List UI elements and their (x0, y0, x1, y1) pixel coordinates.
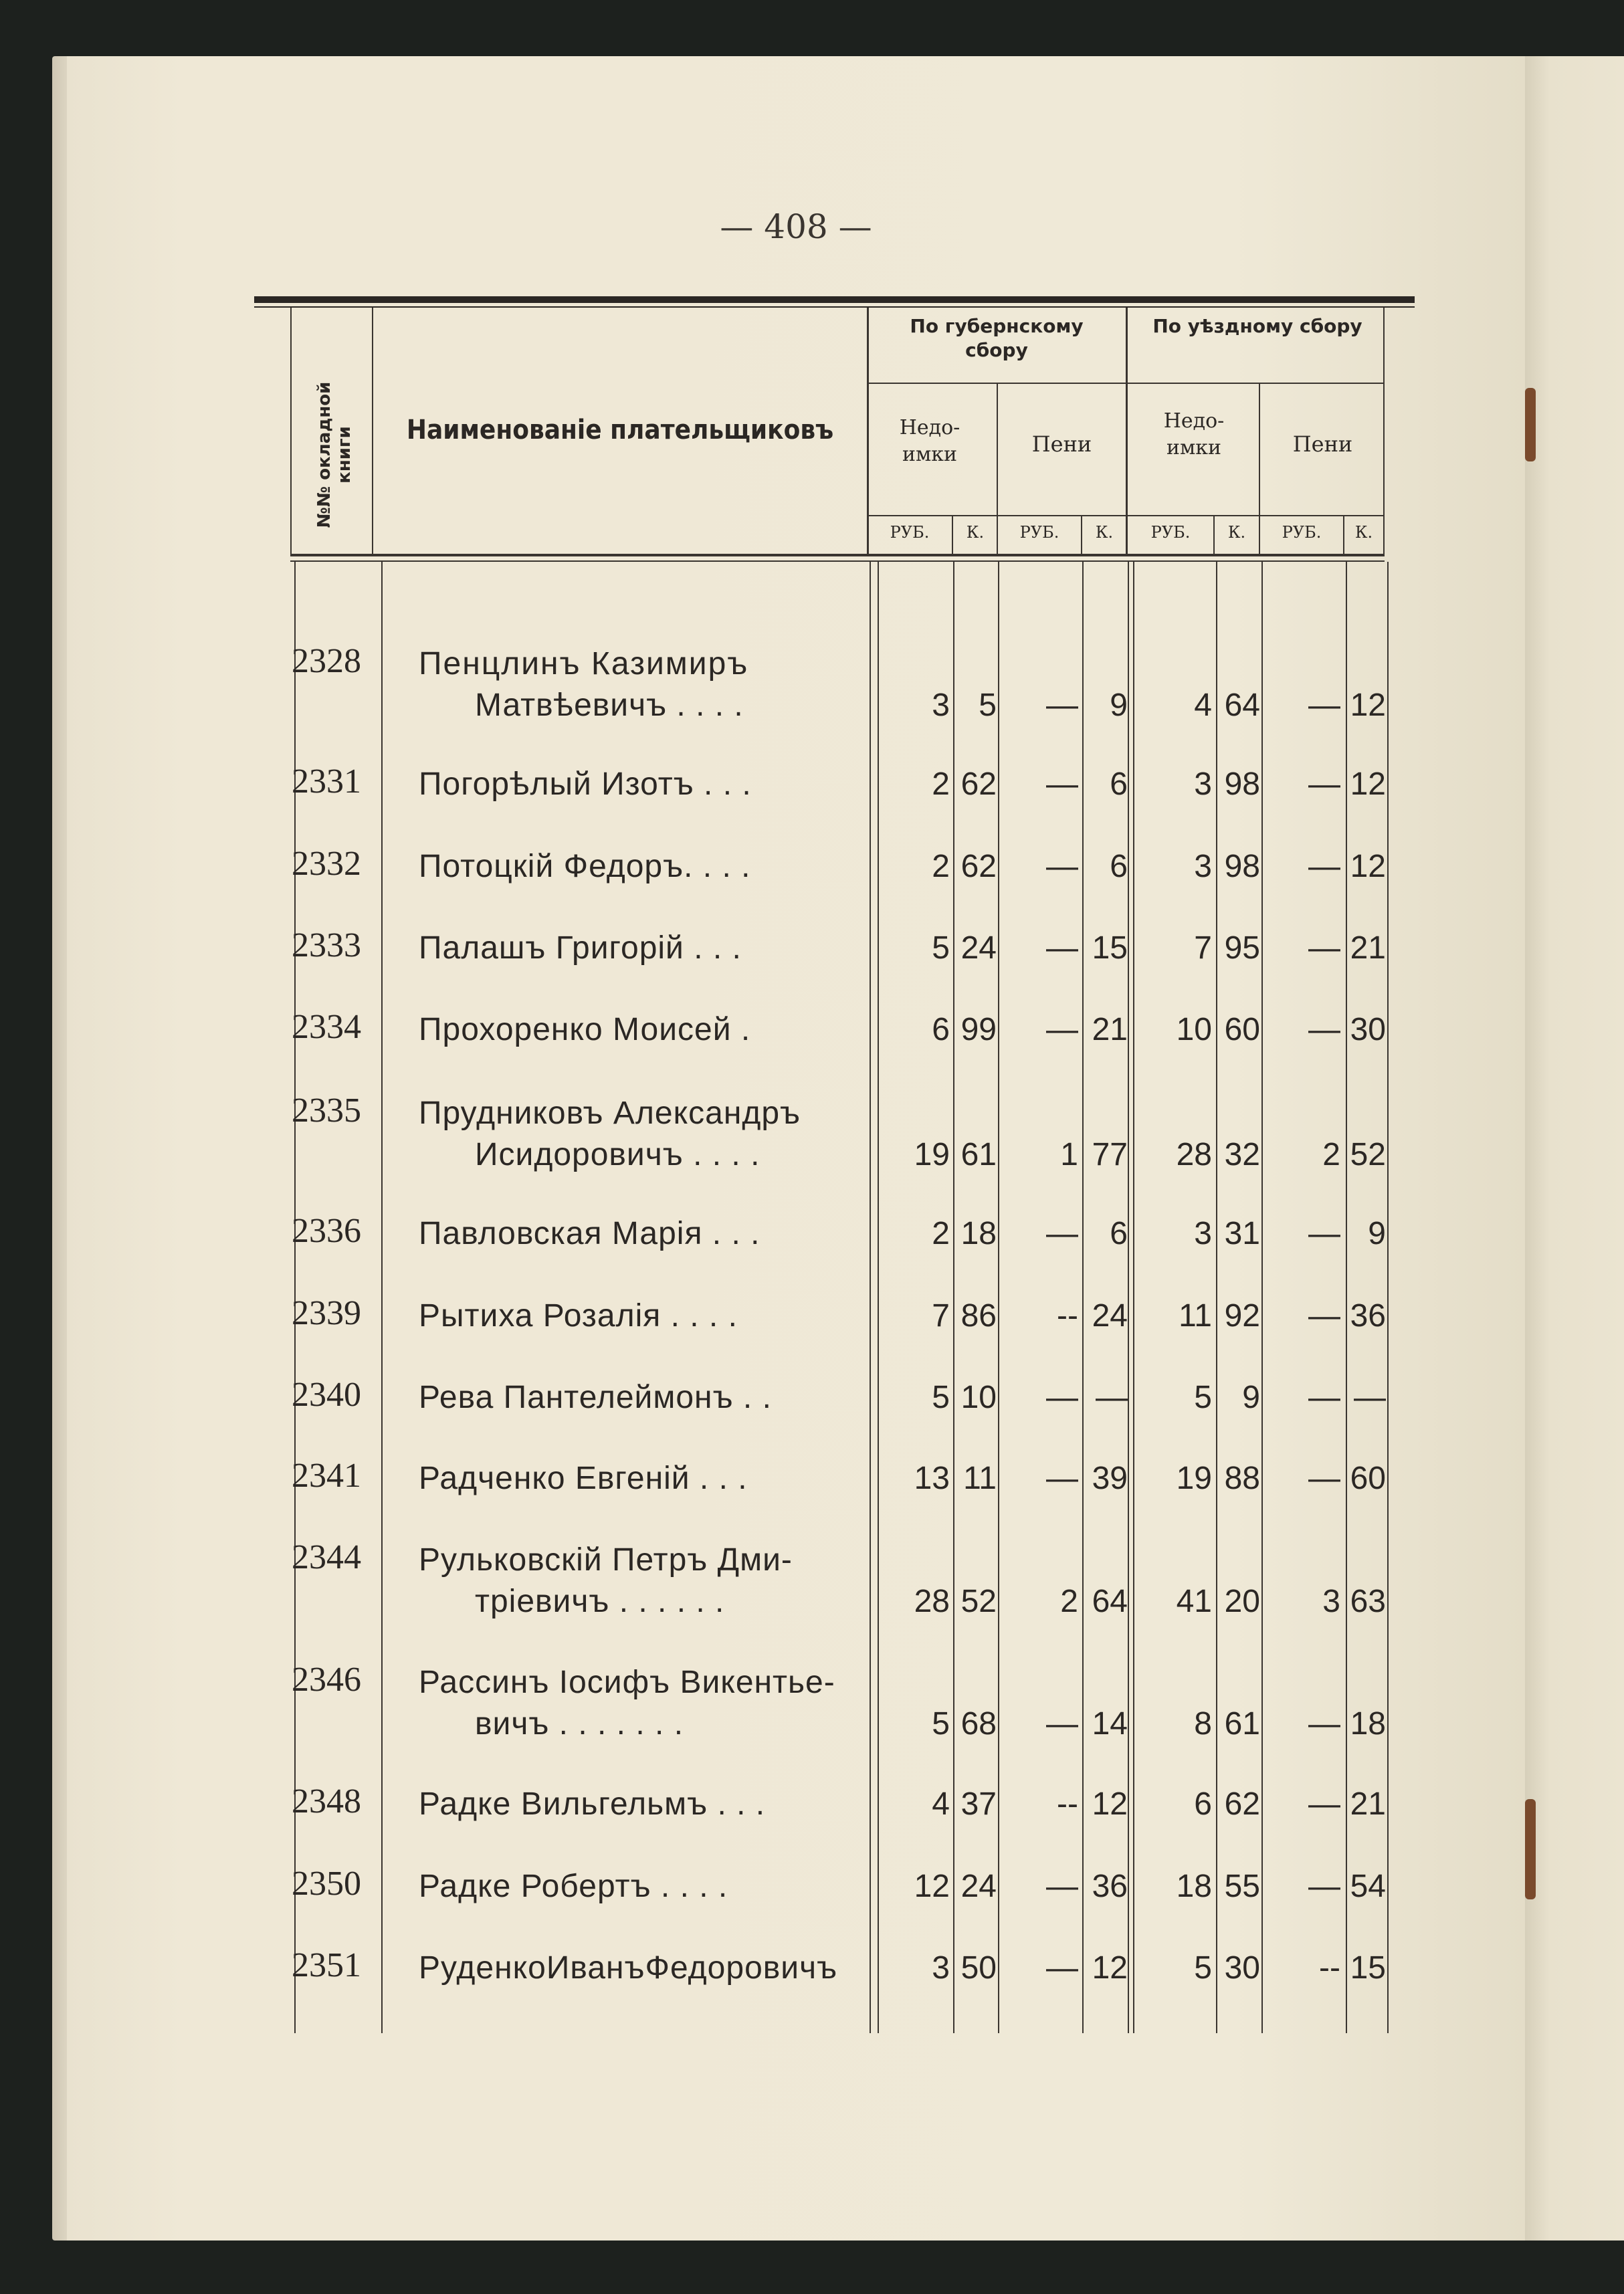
amount-ur2: — (1308, 1706, 1340, 1742)
amount-uk2: 18 (1350, 1706, 1386, 1742)
amount-uk2: 30 (1350, 1012, 1386, 1047)
amount-pk: 64 (1092, 1584, 1128, 1619)
amount-ur2: — (1308, 1461, 1340, 1496)
amount-uk2: 12 (1350, 766, 1386, 802)
amount-pr: — (1046, 688, 1078, 723)
payer-name: тріевичъ . . . . . . (475, 1584, 725, 1619)
amount-pk: 24 (1092, 1298, 1128, 1334)
amount-gk: 18 (960, 1216, 997, 1251)
amount-pk: 14 (1092, 1706, 1128, 1742)
amount-uk2: — (1354, 1380, 1386, 1415)
payer-name: Павловская Марія . . . (419, 1216, 760, 1251)
amount-ur: 28 (1176, 1137, 1212, 1172)
amount-pk: — (1096, 1380, 1128, 1415)
book-number: 2350 (292, 1865, 361, 1903)
amount-uk: 98 (1224, 766, 1260, 802)
payer-name: Пенцлинъ Казимиръ (419, 646, 749, 682)
amount-ur: 5 (1194, 1380, 1212, 1415)
amount-uk2: 60 (1350, 1461, 1386, 1496)
payer-name: Рульковскій Петръ Дми- (419, 1542, 793, 1578)
payer-name: вичъ . . . . . . . (475, 1706, 684, 1742)
amount-gr: 2 (932, 766, 950, 802)
amount-gr: 19 (914, 1137, 950, 1172)
amount-pr: — (1046, 930, 1078, 966)
unit-k: К. (966, 523, 985, 542)
amount-uk: 30 (1224, 1950, 1260, 1986)
amount-ur: 8 (1194, 1706, 1212, 1742)
payer-name: Прудниковъ Александръ (419, 1096, 801, 1131)
amount-gk: 99 (960, 1012, 997, 1047)
amount-gk: 62 (960, 849, 997, 884)
amount-pr: — (1046, 1012, 1078, 1047)
amount-uk: 32 (1224, 1137, 1260, 1172)
amount-uk: 9 (1242, 1380, 1260, 1415)
unit-k: К. (1095, 523, 1114, 542)
payer-name: Прохоренко Моисей . (419, 1012, 751, 1047)
amount-gr: 2 (932, 1216, 950, 1251)
amount-ur2: — (1308, 930, 1340, 966)
amount-uk2: 21 (1350, 930, 1386, 966)
amount-ur2: — (1308, 1869, 1340, 1904)
amount-uk2: 52 (1350, 1137, 1386, 1172)
amount-pk: 36 (1092, 1869, 1128, 1904)
top-rule (254, 296, 1415, 303)
amount-ur: 41 (1176, 1584, 1212, 1619)
book-number: 2333 (292, 926, 361, 964)
amount-gr: 5 (932, 1706, 950, 1742)
book-number: 2332 (292, 845, 361, 883)
amount-ur2: — (1308, 766, 1340, 802)
col-header-nedoimki: Недо-имки (1163, 409, 1225, 459)
amount-pk: 15 (1092, 930, 1128, 966)
amount-ur: 19 (1176, 1461, 1212, 1496)
payer-name: Потоцкій Федоръ. . . . (419, 849, 751, 884)
payer-name: Рассинъ Іосифъ Викентье- (419, 1665, 835, 1700)
binding-mark (1525, 388, 1536, 461)
book-number: 2336 (292, 1212, 361, 1250)
amount-pk: 77 (1092, 1137, 1128, 1172)
amount-uk2: 12 (1350, 688, 1386, 723)
amount-gk: 10 (960, 1380, 997, 1415)
amount-ur: 11 (1179, 1298, 1212, 1334)
col-header-nedoimki: Недо-имки (899, 416, 960, 466)
amount-pr: 1 (1060, 1137, 1078, 1172)
book-number: 2335 (292, 1091, 361, 1130)
amount-uk2: 63 (1350, 1584, 1386, 1619)
amount-pr: — (1046, 1869, 1078, 1904)
payer-name: Палашъ Григорій . . . (419, 930, 742, 966)
amount-ur: 7 (1194, 930, 1212, 966)
amount-pr: — (1046, 1950, 1078, 1986)
book-number: 2348 (292, 1782, 361, 1820)
payer-name: Рева Пантелеймонъ . . (419, 1380, 772, 1415)
page-number: — 408 — (720, 207, 872, 246)
amount-ur: 3 (1194, 849, 1212, 884)
payer-name: Радченко Евгеній . . . (419, 1461, 748, 1496)
amount-gr: 3 (932, 1950, 950, 1986)
payer-name: РуденкоИванъФедоровичъ (419, 1950, 838, 1986)
unit-rub: РУБ. (1282, 523, 1322, 542)
amount-uk: 61 (1224, 1706, 1260, 1742)
amount-uk: 31 (1224, 1216, 1260, 1251)
top-rule-thin (254, 306, 1415, 308)
payer-name: Рытиха Розалія . . . . (419, 1298, 738, 1334)
amount-gk: 62 (960, 766, 997, 802)
book-number: 2344 (292, 1538, 361, 1576)
amount-pr: — (1046, 766, 1078, 802)
amount-pr: — (1046, 1216, 1078, 1251)
amount-uk2: 21 (1350, 1786, 1386, 1822)
amount-uk2: 54 (1350, 1869, 1386, 1904)
amount-gk: 24 (960, 930, 997, 966)
amount-gk: 86 (960, 1298, 997, 1334)
amount-gr: 4 (932, 1786, 950, 1822)
amount-uk: 64 (1224, 688, 1260, 723)
col-header-peni: Пени (1292, 431, 1353, 457)
payer-name: Исидоровичъ . . . . (475, 1137, 760, 1172)
amount-pk: 12 (1092, 1950, 1128, 1986)
payer-name: Радке Робертъ . . . . (419, 1869, 728, 1904)
amount-uk: 55 (1224, 1869, 1260, 1904)
amount-ur: 18 (1176, 1869, 1212, 1904)
amount-uk2: 15 (1350, 1950, 1386, 1986)
payer-name: Погорѣлый Изотъ . . . (419, 766, 752, 802)
book-number: 2341 (292, 1457, 361, 1495)
amount-uk: 88 (1224, 1461, 1260, 1496)
amount-uk: 60 (1224, 1012, 1260, 1047)
binding-mark (1525, 1799, 1536, 1899)
amount-ur2: 2 (1322, 1137, 1340, 1172)
unit-k: К. (1227, 523, 1246, 542)
payer-name: Матвѣевичъ . . . . (475, 688, 744, 723)
amount-gr: 5 (932, 1380, 950, 1415)
book-number: 2346 (292, 1661, 361, 1699)
amount-gr: 12 (914, 1869, 950, 1904)
amount-gr: 2 (932, 849, 950, 884)
amount-ur2: — (1308, 1380, 1340, 1415)
amount-ur2: — (1308, 1012, 1340, 1047)
amount-gk: 5 (979, 688, 997, 723)
book-number: 2328 (292, 642, 361, 680)
amount-uk: 92 (1224, 1298, 1260, 1334)
col-header-book-number: №№ окладной книги (314, 381, 354, 528)
amount-gr: 13 (914, 1461, 950, 1496)
amount-pr: — (1046, 1461, 1078, 1496)
amount-pr: -- (1057, 1298, 1078, 1334)
amount-ur: 10 (1176, 1012, 1212, 1047)
unit-k: К. (1354, 523, 1373, 542)
amount-uk: 95 (1224, 930, 1260, 966)
amount-pr: — (1046, 1706, 1078, 1742)
unit-rub: РУБ. (890, 523, 930, 542)
amount-gr: 28 (914, 1584, 950, 1619)
amount-uk: 62 (1224, 1786, 1260, 1822)
amount-uk2: 9 (1368, 1216, 1386, 1251)
amount-gk: 61 (960, 1137, 997, 1172)
amount-gr: 5 (932, 930, 950, 966)
col-header-name: Наименованіе плательщиковъ (406, 415, 834, 445)
book-number: 2351 (292, 1946, 361, 1984)
amount-gk: 11 (963, 1461, 997, 1496)
amount-uk2: 12 (1350, 849, 1386, 884)
amount-gr: 7 (932, 1298, 950, 1334)
amount-ur2: — (1308, 1216, 1340, 1251)
amount-ur2: — (1308, 1298, 1340, 1334)
amount-ur: 6 (1194, 1786, 1212, 1822)
amount-ur2: 3 (1322, 1584, 1340, 1619)
amount-pk: 39 (1092, 1461, 1128, 1496)
book-number: 2334 (292, 1008, 361, 1046)
amount-ur2: — (1308, 849, 1340, 884)
amount-gr: 3 (932, 688, 950, 723)
amount-pr: — (1046, 1380, 1078, 1415)
amount-gk: 37 (960, 1786, 997, 1822)
amount-pk: 21 (1092, 1012, 1128, 1047)
amount-pk: 6 (1110, 766, 1128, 802)
unit-rub: РУБ. (1150, 523, 1191, 542)
amount-ur: 5 (1194, 1950, 1212, 1986)
col-header-uezd: По уѣздному сбору (1152, 315, 1362, 337)
payer-name: Радке Вильгельмъ . . . (419, 1786, 766, 1822)
amount-gk: 50 (960, 1950, 997, 1986)
amount-pk: 6 (1110, 849, 1128, 884)
col-header-peni: Пени (1031, 431, 1092, 457)
amount-ur: 3 (1194, 1216, 1212, 1251)
amount-uk: 98 (1224, 849, 1260, 884)
facing-page (1525, 56, 1624, 2240)
unit-rub: РУБ. (1019, 523, 1059, 542)
amount-ur: 3 (1194, 766, 1212, 802)
book-number: 2339 (292, 1294, 361, 1332)
amount-uk: 20 (1224, 1584, 1260, 1619)
amount-ur2: — (1308, 688, 1340, 723)
amount-gk: 68 (960, 1706, 997, 1742)
amount-pk: 12 (1092, 1786, 1128, 1822)
amount-gk: 52 (960, 1584, 997, 1619)
amount-ur: 4 (1194, 688, 1212, 723)
amount-gr: 6 (932, 1012, 950, 1047)
col-header-gubernia: По губернскому сбору (910, 315, 1084, 361)
amount-gk: 24 (960, 1869, 997, 1904)
amount-pk: 9 (1110, 688, 1128, 723)
amount-pr: -- (1057, 1786, 1078, 1822)
amount-pr: 2 (1060, 1584, 1078, 1619)
amount-ur2: — (1308, 1786, 1340, 1822)
amount-uk2: 36 (1350, 1298, 1386, 1334)
amount-pk: 6 (1110, 1216, 1128, 1251)
amount-pr: — (1046, 849, 1078, 884)
book-number: 2340 (292, 1376, 361, 1414)
book-number: 2331 (292, 762, 361, 801)
amount-ur2: -- (1319, 1950, 1340, 1986)
